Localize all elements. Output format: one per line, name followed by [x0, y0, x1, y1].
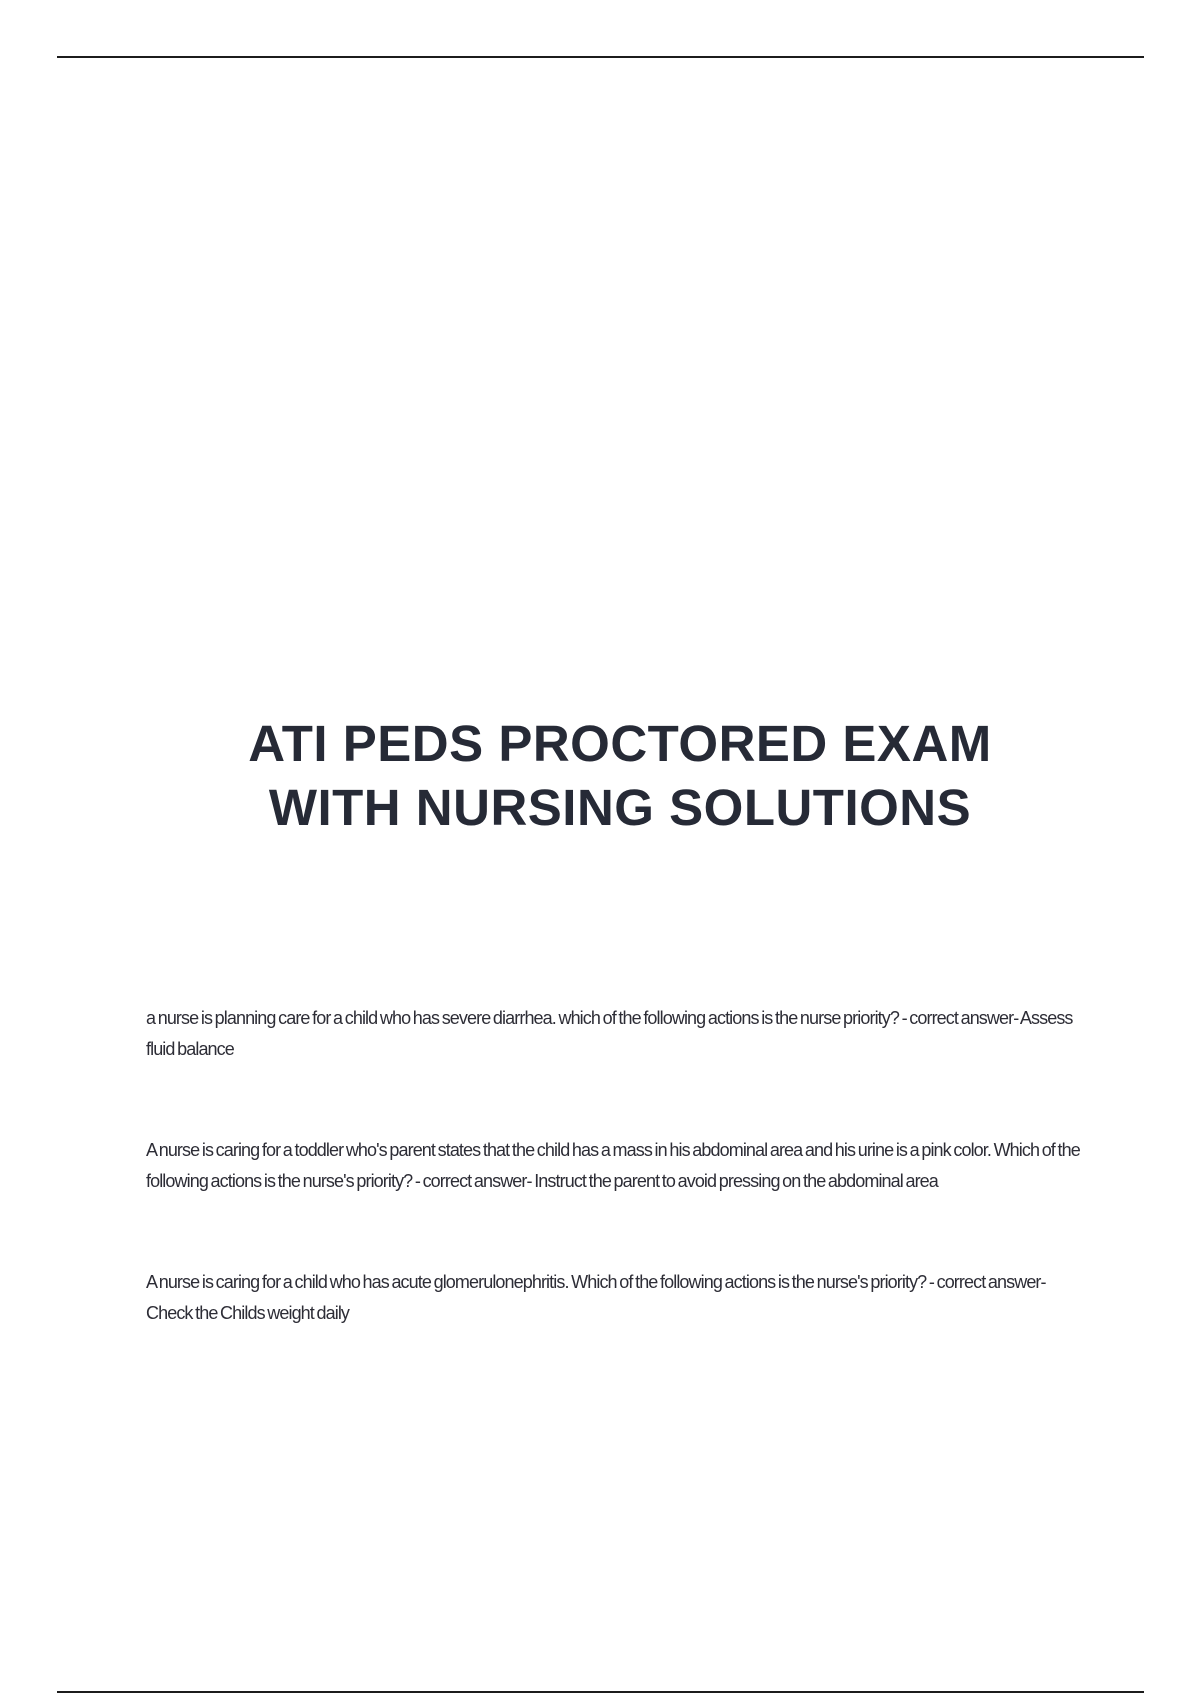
question-list	[146, 1003, 1091, 1328]
question-item-1: a nurse is planning care for a child who has severe diarrhea. which of the following actions is the nurse priority? - correct answer- Assess fluid balance	[146, 1008, 1073, 1059]
question-item-2: A nurse is caring for a toddler who's parent states that the child has a mass in his abdominal area and his urine is a pink color. Which of the following actions is the nurse's priority? - correct answer- Instruct the parent to avoid pressing on the abdominal area	[146, 1140, 1080, 1191]
title-line-2: WITH NURSING SOLUTIONS	[268, 779, 972, 836]
question-item-3: A nurse is caring for a child who has acute glomerulonephritis. Which of the following actions is the nurse's priority? - correct answer- Check the Childs weight daily	[146, 1272, 1046, 1323]
header-divider	[57, 56, 1144, 58]
document-title	[100, 712, 1140, 840]
footer-divider	[57, 1691, 1144, 1693]
title-line-1: ATI PEDS PROCTORED EXAM	[248, 715, 992, 772]
